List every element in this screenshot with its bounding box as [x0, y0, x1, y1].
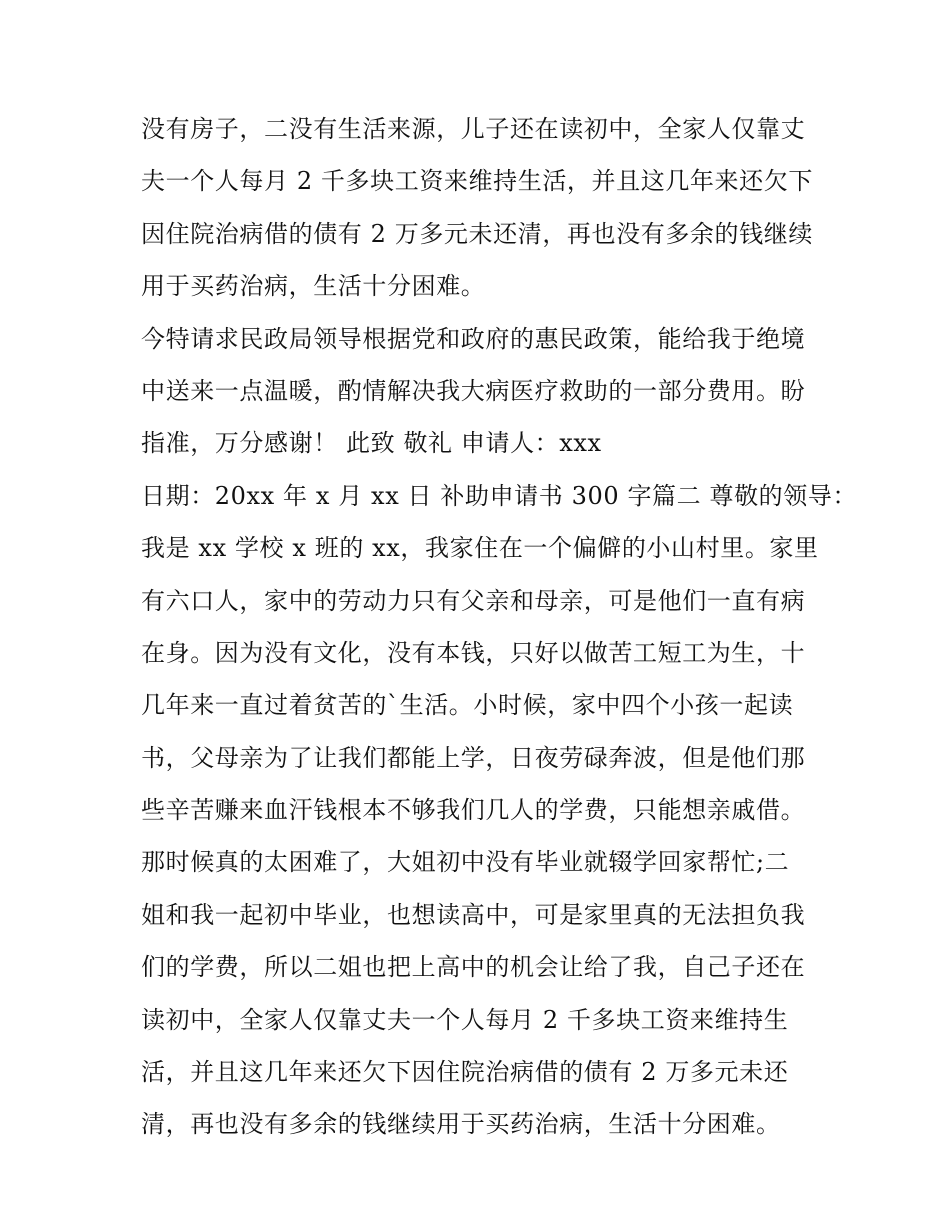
text-line: 在身。因为没有文化，没有本钱，只好以做苦工短工为生，十	[141, 638, 806, 667]
text-line: 中送来一点温暖，酌情解决我大病医疗救助的一部分费用。盼	[141, 376, 806, 405]
text-line: 书，父母亲为了让我们都能上学，日夜劳碌奔波，但是他们那	[141, 743, 806, 772]
text-line: 活，并且这几年来还欠下因住院治病借的债有 2 万多元未还	[141, 1058, 789, 1087]
text-line: 指准，万分感谢！ 此致 敬礼 申请人：xxx	[141, 429, 602, 458]
text-line: 读初中，全家人仅靠丈夫一个人每月 2 千多块工资来维持生	[141, 1005, 789, 1034]
text-line: 日期：20xx 年 x 月 xx 日 补助申请书 300 字篇二 尊敬的领导：	[141, 481, 858, 510]
text-line: 些辛苦赚来血汗钱根本不够我们几人的学费，只能想亲戚借。	[141, 796, 806, 825]
body-text	[141, 103, 858, 1151]
text-line: 没有房子，二没有生活来源，儿子还在读初中，全家人仅靠丈	[141, 115, 806, 143]
text-line: 我是 xx 学校 x 班的 xx，我家住在一个偏僻的小山村里。家里	[141, 534, 819, 563]
text-line: 清，再也没有多余的钱继续用于买药治病，生活十分困难。	[141, 1110, 781, 1139]
text-line: 用于买药治病，生活十分困难。	[141, 272, 486, 301]
text-line: 那时候真的太困难了，大姐初中没有毕业就辍学回家帮忙;二	[141, 848, 790, 877]
text-line: 夫一个人每月 2 千多块工资来维持生活，并且这几年来还欠下	[141, 167, 813, 196]
text-line: 有六口人，家中的劳动力只有父亲和母亲，可是他们一直有病	[141, 586, 806, 615]
text-line: 因住院治病借的债有 2 万多元未还清，再也没有多余的钱继续	[141, 219, 813, 248]
text-line: 今特请求民政局领导根据党和政府的惠民政策，能给我于绝境	[141, 324, 806, 353]
text-line: 姐和我一起初中毕业，也想读高中，可是家里真的无法担负我	[141, 900, 806, 929]
text-line: 们的学费，所以二姐也把上高中的机会让给了我，自己子还在	[141, 953, 806, 982]
text-line: 几年来一直过着贫苦的`生活。小时候，家中四个小孩一起读	[141, 691, 794, 720]
